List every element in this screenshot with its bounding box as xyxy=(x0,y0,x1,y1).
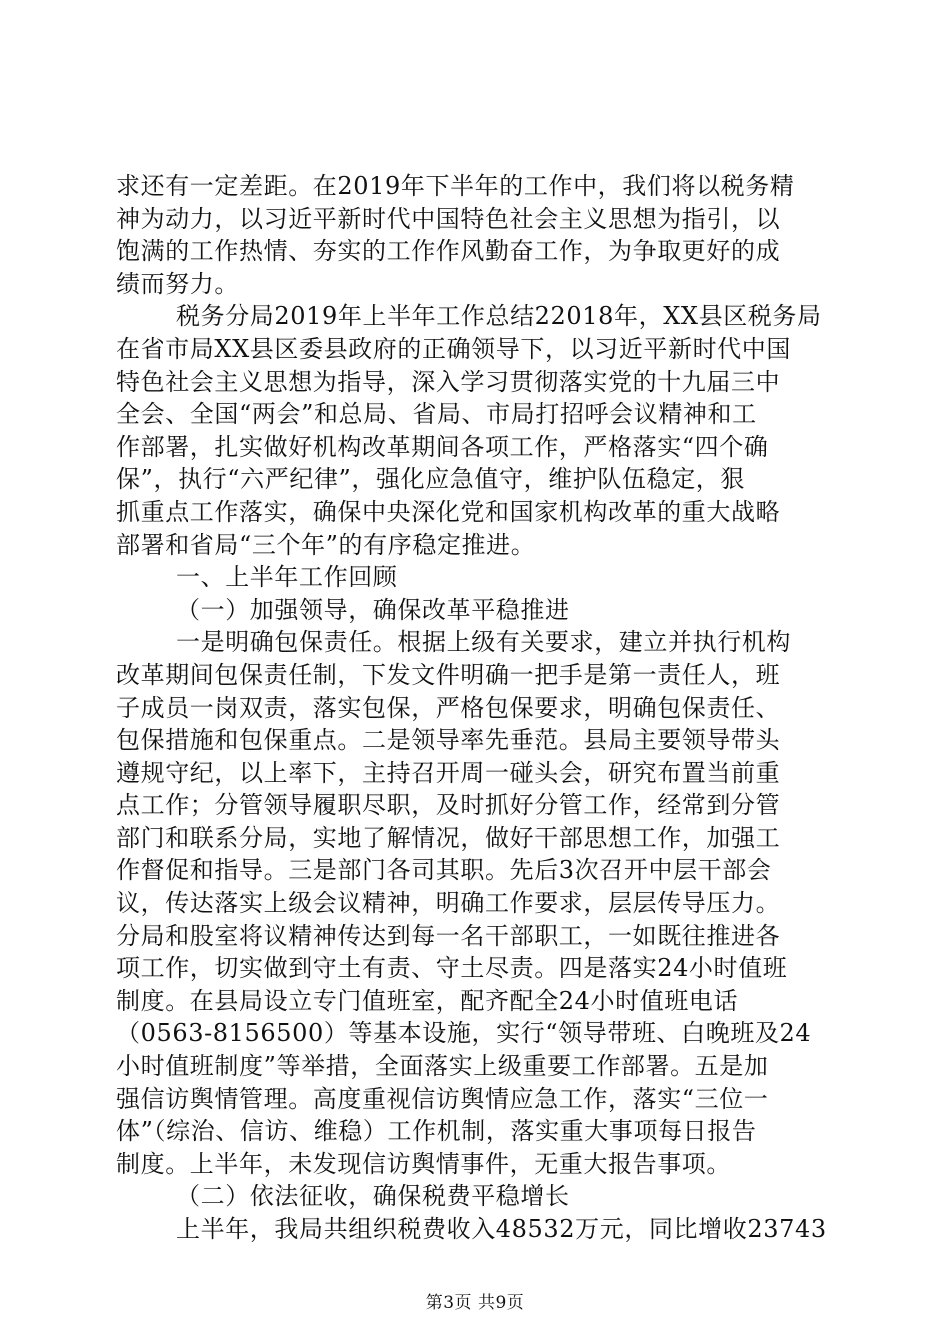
text-line: 部署和省局“三个年”的有序稳定推进。 xyxy=(116,530,536,559)
text-line: 饱满的工作热情、夯实的工作作风勤奋工作，为争取更好的成 xyxy=(116,237,781,266)
text-line: 绩而努力。 xyxy=(116,269,239,298)
text-line: 保”，执行“六严纪律”，强化应急值守，维护队伍稳定，狠 xyxy=(116,465,746,494)
subsection-heading: （二）依法征收，确保税费平稳增长 xyxy=(176,1182,570,1211)
text-line: 作督促和指导。三是部门各司其职。先后3次召开中层干部会 xyxy=(116,856,772,885)
text-line: 议，传达落实上级会议精神，明确工作要求，层层传导压力。 xyxy=(116,889,781,918)
text-line: 税务分局2019年上半年工作总结22018年，XX县区税务局 xyxy=(176,302,822,331)
subsection-heading: （一）加强领导，确保改革平稳推进 xyxy=(176,595,570,624)
text-line: 强信访舆情管理。高度重视信访舆情应急工作，落实“三位一 xyxy=(116,1084,769,1113)
text-line: 制度。在县局设立专门值班室，配齐配全24小时值班电话 xyxy=(116,986,739,1015)
text-line: 部门和联系分局，实地了解情况，做好干部思想工作，加强工 xyxy=(116,823,781,852)
text-line: 点工作；分管领导履职尽职，及时抓好分管工作，经常到分管 xyxy=(116,791,781,820)
text-line: 子成员一岗双责，落实包保，严格包保要求，明确包保责任、 xyxy=(116,693,781,722)
text-line: 在省市局XX县区委县政府的正确领导下，以习近平新时代中国 xyxy=(116,334,791,363)
text-line: 上半年，我局共组织税费收入48532万元，同比增收23743 xyxy=(176,1215,827,1243)
text-line: （0563-8156500）等基本设施，实行“领导带班、白晚班及24 xyxy=(116,1019,812,1048)
text-line: 求还有一定差距。在2019年下半年的工作中，我们将以税务精 xyxy=(116,172,795,200)
text-line: 特色社会主义思想为指导，深入学习贯彻落实党的十九届三中 xyxy=(116,367,781,396)
text-line: 改革期间包保责任制，下发文件明确一把手是第一责任人，班 xyxy=(116,660,781,689)
text-line: 抓重点工作落实，确保中央深化党和国家机构改革的重大战略 xyxy=(116,497,781,526)
text-line: 制度。上半年，未发现信访舆情事件，无重大报告事项。 xyxy=(116,1149,731,1178)
text-line: 分局和股室将议精神传达到每一名干部职工，一如既往推进各 xyxy=(116,921,781,950)
text-line: 神为动力，以习近平新时代中国特色社会主义思想为指引，以 xyxy=(116,204,781,233)
text-line: 项工作，切实做到守土有责、守土尽责。四是落实24小时值班 xyxy=(116,954,788,983)
document-body xyxy=(116,170,838,1246)
text-line: 小时值班制度”等举措，全面落实上级重要工作部署。五是加 xyxy=(116,1052,769,1081)
section-heading: 一、上半年工作回顾 xyxy=(176,563,398,592)
text-line: 遵规守纪，以上率下，主持召开周一碰头会，研究布置当前重 xyxy=(116,758,781,787)
text-line: 体”（综治、信访、维稳）工作机制，落实重大事项每日报告 xyxy=(116,1117,757,1146)
page-footer: 第3页 共9页 xyxy=(425,1293,525,1313)
text-line: 全会、全国“两会”和总局、省局、市局打招呼会议精神和工 xyxy=(116,400,757,429)
text-line: 作部署，扎实做好机构改革期间各项工作，严格落实“四个确 xyxy=(116,432,769,461)
text-line: 一是明确包保责任。根据上级有关要求，建立并执行机构 xyxy=(176,628,791,657)
text-line: 包保措施和包保重点。二是领导率先垂范。县局主要领导带头 xyxy=(116,726,781,755)
